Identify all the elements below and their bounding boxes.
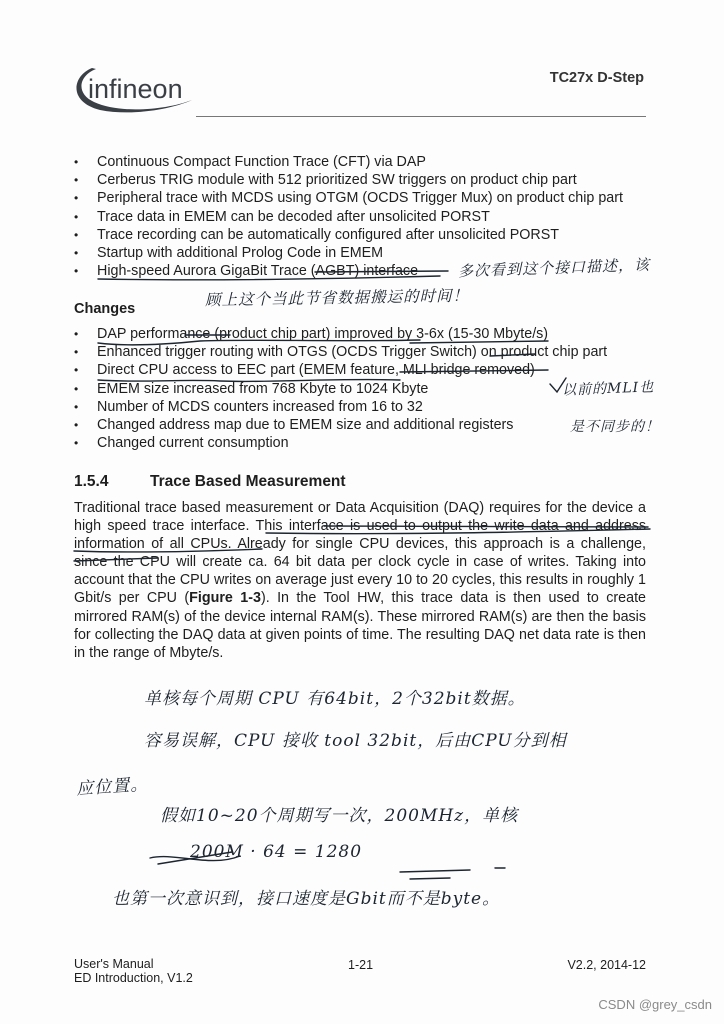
list-item: • Trace data in EMEM can be decoded after unsolicited PORST (74, 208, 623, 226)
body-paragraph: Traditional trace based measurement or Data Acquisition (DAQ) requires for the device a high speed trace interface. This interface is used to output the write data and address information of all CPUs. Already for single CPU devices, this approach is a challenge, since the CPU will create ca. 64 bit data per clock cycle in case of writes. Taking into account that the CPU writes on average just every 10 to 20 cycles, this results in roughly 1 Gbit/s per CPU (Figure 1-3). In the Tool HW, this trace data is then used to create mirrored RAM(s) of the device internal RAM(s). These mirrored RAM(s) are then the basis for collecting the DAQ data at given points of time. The resulting DAQ net data rate is then in the range of Mbyte/s. (74, 500, 646, 661)
list-item: • DAP performance (product chip part) improved by 3-6x (15-30 Mbyte/s) (74, 325, 607, 343)
section-number: 1.5.4 (74, 473, 109, 490)
svg-text:infineon: infineon (88, 74, 183, 104)
watermark: CSDN @grey_csdn (598, 997, 712, 1012)
list-item: • Changed current consumption (74, 434, 607, 452)
figure-reference[interactable]: Figure 1-3 (189, 590, 261, 607)
list-item: • Changed address map due to EMEM size and additional registers (74, 416, 607, 434)
list-item: • Enhanced trigger routing with OTGS (OCDS Trigger Switch) on product chip part (74, 343, 607, 361)
handwritten-note: 顾上这个当此节省数据搬运的时间！ (204, 286, 470, 310)
footer-doc-label: ED Introduction, V1.2 (74, 970, 193, 985)
handwritten-note: 容易误解，CPU 接收 tool 32bit，后由CPU分到相 (144, 731, 567, 751)
footer-version: V2.2, 2014-12 (567, 958, 646, 972)
handwritten-note: 200M · 64 = 1280 (190, 842, 363, 862)
footer-left (74, 958, 193, 985)
footer-manual-label: User's Manual (74, 957, 154, 971)
page-number: 1-21 (348, 958, 374, 972)
list-item: • Number of MCDS counters increased from 16 to 32 (74, 398, 607, 416)
document-title: TC27x D-Step (549, 70, 644, 86)
list-item: • Trace recording can be automatically configured after unsolicited PORST (74, 226, 623, 244)
handwritten-note: 是不同步的！ (570, 419, 660, 435)
list-item: • Peripheral trace with MCDS using OTGM (OCDS Trigger Mux) on product chip part (74, 189, 623, 207)
handwritten-note: 也第一次意识到，接口速度是Gbit而不是byte。 (112, 889, 501, 909)
underline-mark (410, 878, 450, 879)
list-item: • Continuous Compact Function Trace (CFT) via DAP (74, 153, 623, 171)
logo-swoosh-icon (70, 58, 195, 120)
handwritten-note: 假如10~20个周期写一次，200MHz，单核 (160, 806, 519, 826)
section-title: Trace Based Measurement (150, 473, 346, 490)
underline-mark (400, 870, 470, 872)
handwritten-note: 应位置。 (75, 774, 149, 800)
section-heading (74, 473, 346, 491)
infineon-logo (70, 58, 195, 120)
list-item: • High-speed Aurora GigaBit Trace (AGBT) interface (74, 262, 623, 280)
handwritten-note: 多次看到这个接口描述，该 (457, 255, 651, 281)
list-item: • EMEM size increased from 768 Kbyte to 1024 Kbyte (74, 380, 607, 398)
header-divider (196, 116, 646, 117)
list-item: • Startup with additional Prolog Code in EMEM (74, 244, 623, 262)
handwritten-note: 以前的MLI也 (561, 379, 655, 399)
list-item: • Cerberus TRIG module with 512 prioritized SW triggers on product chip part (74, 171, 623, 189)
handwritten-note: 单核每个周期 CPU 有64bit，2个32bit数据。 (144, 689, 526, 709)
changes-list (74, 325, 607, 452)
changes-heading: Changes (74, 301, 136, 317)
list-item: • Direct CPU access to EEC part (EMEM feature, MLI bridge removed) (74, 361, 607, 379)
highlighted-sentence: This interface is used to output the write data and address information of all CPUs. (74, 518, 646, 553)
